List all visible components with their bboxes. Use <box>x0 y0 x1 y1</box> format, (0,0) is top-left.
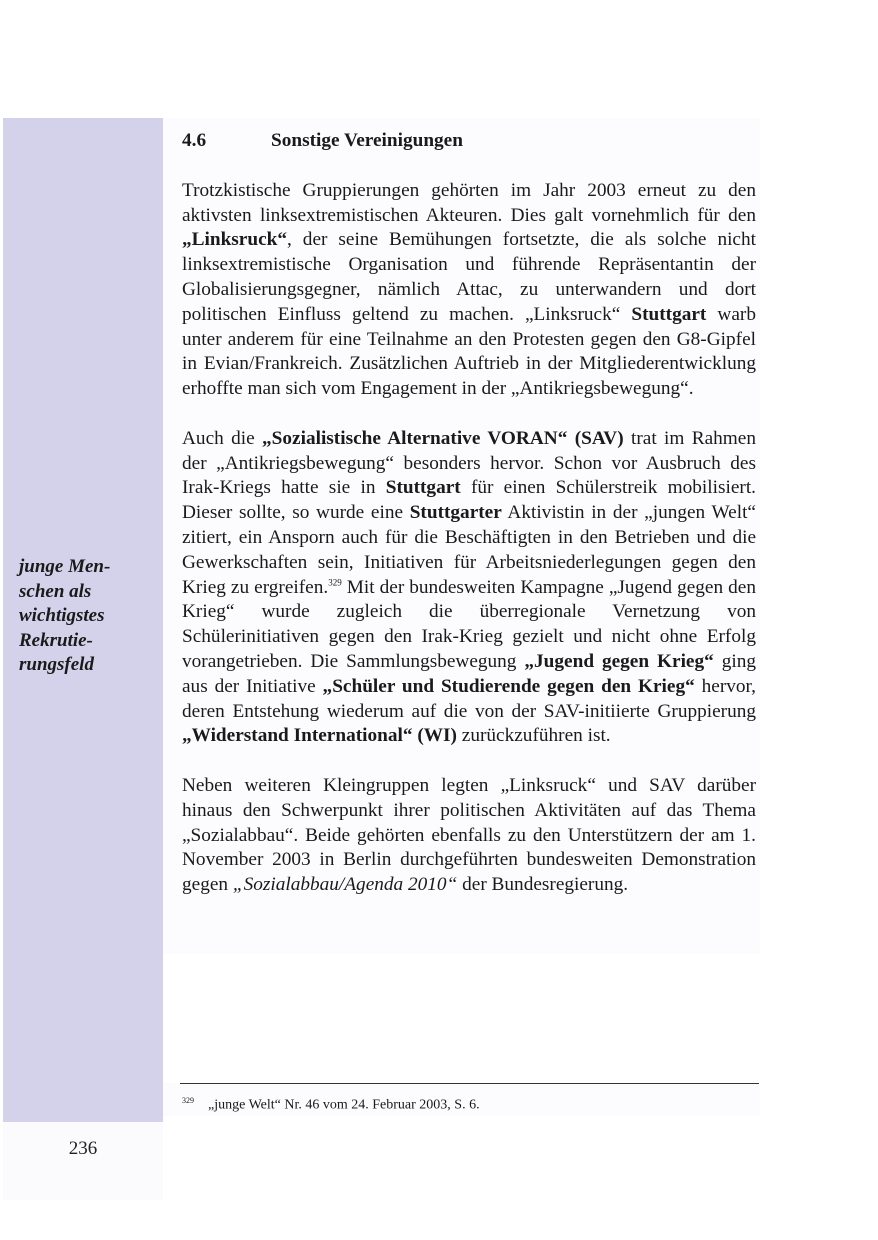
text-run: Aktivistin in der „jungen Welt“ zitiert, ein Ansporn auch für die Beschäftigten in den Betrieben und die Gewerkschaften sein, Initiativen für Arbeitsniederlegungen gegen den Krieg zu ergreifen. <box>182 502 756 598</box>
margin-note-line: junge Men- <box>19 556 111 577</box>
bold-term: „Schüler und Studierende gegen den Krieg“ <box>322 675 695 697</box>
margin-note-line: schen als <box>19 580 92 602</box>
text-run: ging aus der Initiative <box>182 650 756 697</box>
paragraph-1 <box>182 179 756 402</box>
margin-note-line: Rekrutie- <box>19 629 93 651</box>
bold-term: „Jugend gegen Krieg“ <box>524 650 714 672</box>
page-number: 236 <box>68 1138 98 1159</box>
text-run: trat im Rahmen der „Antikriegsbewegung“ besonders hervor. Schon vor Ausbruch des Irak-Kriegs hatte sie in <box>182 427 756 499</box>
bold-term: Stuttgart <box>385 477 461 499</box>
text-run: Trotzkistische Gruppierungen gehörten im Jahr 2003 erneut zu den aktivsten linksextremistischen Akteuren. Dies galt vornehmlich für den <box>182 179 756 226</box>
section-title: Sonstige Vereinigungen <box>271 130 463 151</box>
bold-term: Stuttgarter <box>409 502 502 524</box>
text-run: für einen Schülerstreik mobilisiert. Dieser sollte, so wurde eine <box>182 477 756 524</box>
italic-term: „Sozialabbau/Agenda 2010“ <box>232 874 458 896</box>
footnote-reference[interactable]: 329 <box>328 577 342 588</box>
bold-term: „Widerstand International“ (WI) <box>182 725 457 747</box>
bold-term: „Sozialistische Alternative VORAN“ (SAV) <box>262 427 624 449</box>
bold-term: Stuttgart <box>631 303 707 325</box>
footnote <box>182 1092 756 1115</box>
footnote-text: „junge Welt“ Nr. 46 vom 24. Februar 2003, S. 6. <box>208 1097 480 1113</box>
text-run: warb unter anderem für eine Teilnahme an den Protesten gegen den G8-Gipfel in Evian/Frankreich. Zusätzlichen Auftrieb in der Mitgliederentwicklung erhoffte man sich vom Engagement in der „Antikriegsbewegung“. <box>182 303 756 400</box>
bold-term: „Linksruck“ <box>182 229 288 251</box>
main-text <box>182 129 756 923</box>
footnote-divider <box>180 1083 759 1084</box>
paragraph-2 <box>182 427 756 749</box>
margin-note-line: wichtigstes <box>19 605 105 626</box>
margin-note <box>19 555 159 678</box>
text-run: , der seine Bemühungen fortsetzte, die als solche nicht linksextremistische Organisation und führende Repräsentantin der Globalisierungsgegner, nämlich Attac, zu unterwandern und dort politischen Einfluss geltend zu machen. „Linksruck“ <box>182 229 756 325</box>
text-run: Mit der bundesweiten Kampagne „Jugend gegen den Krieg“ wurde zugleich die überregionale Vernetzung von Schülerinitiativen gegen den Irak-Krieg gezielt und nicht ohne Erfolg vorangetrieben. Die Sammlungsbewegung <box>182 576 756 672</box>
section-number: 4.6 <box>182 130 207 151</box>
section-heading <box>182 129 756 154</box>
text-run: der Bundesregierung. <box>457 874 629 896</box>
paragraph-3 <box>182 774 756 898</box>
text-run: hervor, deren Entstehung wiederum auf die von der SAV-initiierte Gruppierung <box>182 675 756 722</box>
margin-note-line: rungsfeld <box>19 654 94 675</box>
page-number-box <box>3 1122 163 1200</box>
text-run: Neben weiteren Kleingruppen legten „Linksruck“ und SAV darüber hinaus den Schwerpunkt ihrer politischen Aktivitäten auf das Thema „Sozialabbau“. Beide gehörten ebenfalls zu den Unterstützern der am 1. November 2003 in Berlin durchgeführten bundesweiten Demonstration gegen <box>182 774 756 896</box>
text-run: Auch die <box>182 427 263 449</box>
footnote-number: 329 <box>182 1096 194 1105</box>
text-run: zurückzuführen ist. <box>456 725 611 747</box>
